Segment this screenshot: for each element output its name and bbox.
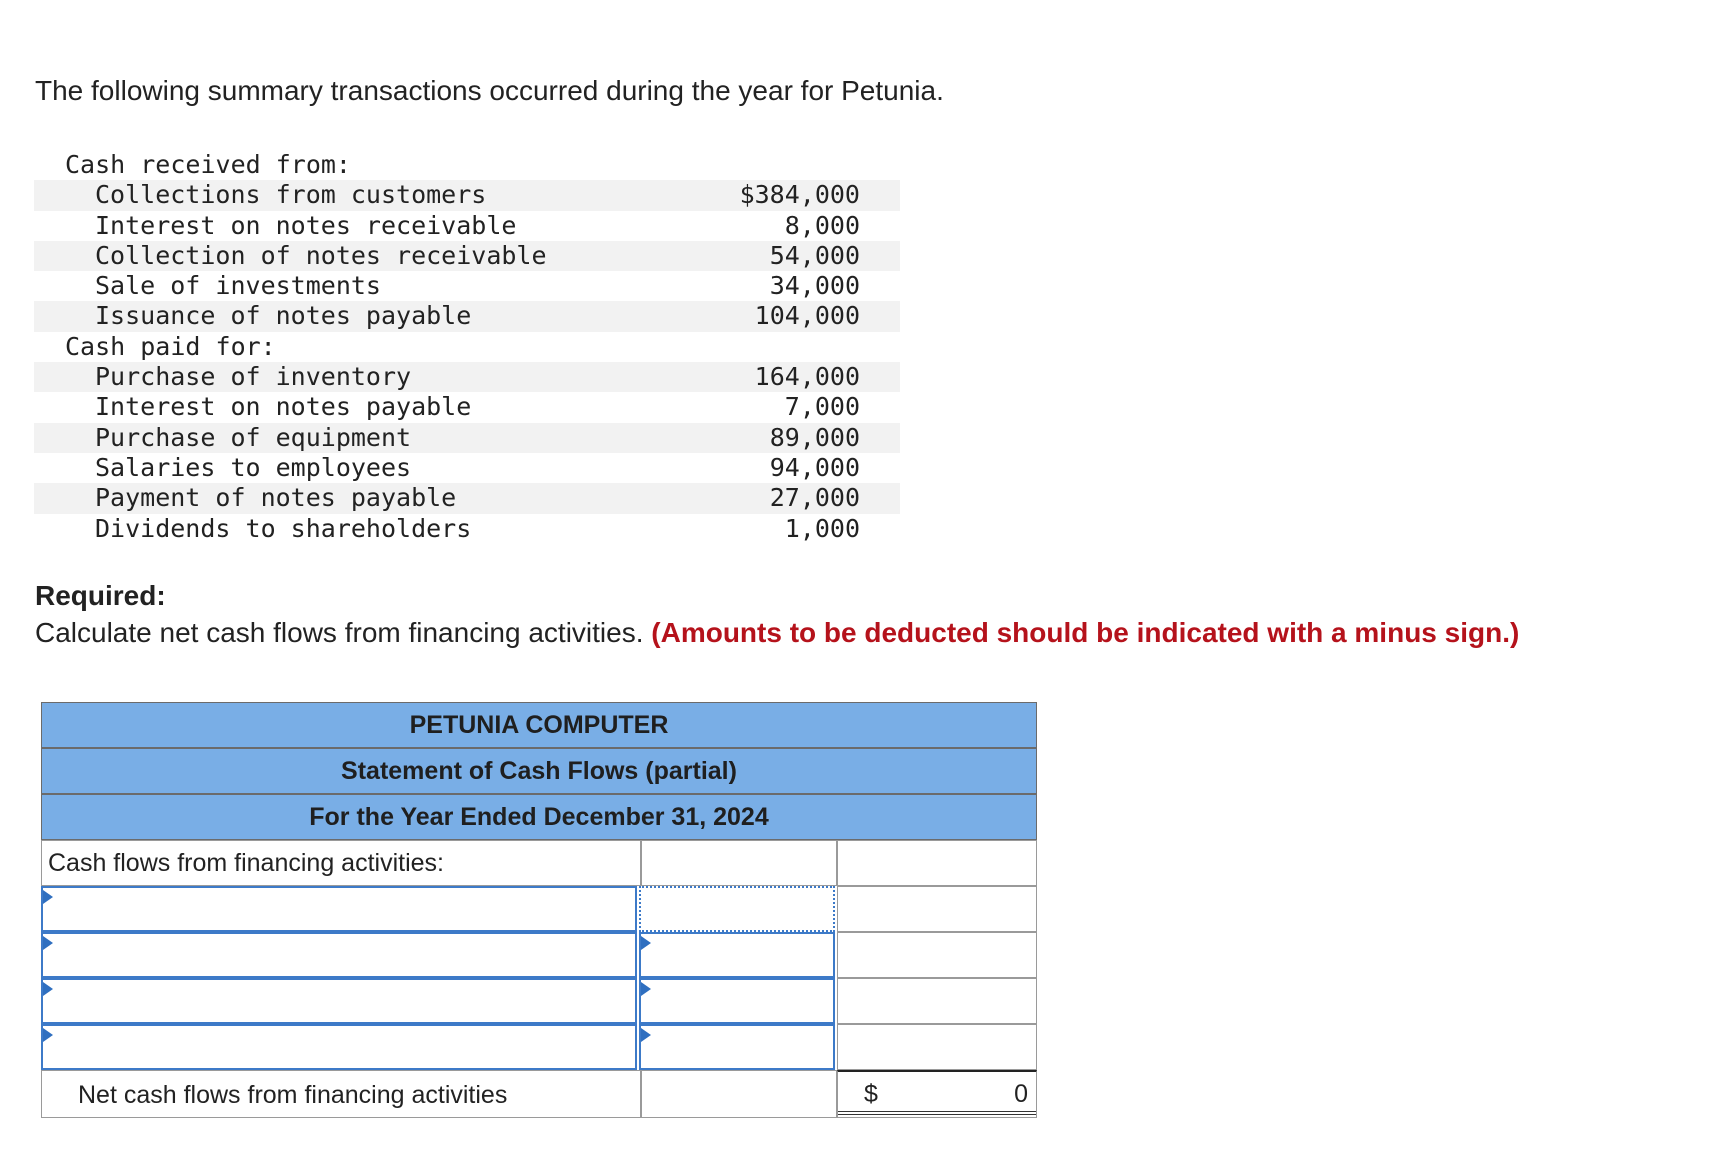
transaction-amount: 7,000 (784, 392, 860, 422)
empty-cell (641, 840, 837, 886)
statement-company: PETUNIA COMPUTER (41, 702, 1037, 748)
net-cash-flows-label: Net cash flows from financing activities (78, 1081, 508, 1109)
activity-label-field[interactable] (43, 934, 635, 976)
dropdown-arrow-icon (641, 982, 651, 996)
activity-amount-field[interactable] (641, 888, 833, 930)
activity-label-input-3[interactable] (41, 978, 637, 1024)
activity-label-input-2[interactable] (41, 932, 637, 978)
empty-cell (641, 1070, 837, 1118)
transaction-amount: $384,000 (739, 180, 860, 210)
required-text: Calculate net cash flows from financing activities. (35, 617, 644, 648)
activity-amount-field[interactable] (641, 1026, 833, 1068)
activity-label-input-4[interactable] (41, 1024, 637, 1070)
transaction-amount: 89,000 (769, 422, 860, 452)
received-header-row (34, 150, 900, 180)
dropdown-arrow-icon (641, 936, 651, 950)
paid-header: Cash paid for: (65, 331, 276, 361)
empty-cell (837, 932, 1037, 978)
transaction-row (34, 483, 900, 513)
dropdown-arrow-icon (43, 890, 53, 904)
transaction-label: Salaries to employees (95, 452, 412, 482)
transaction-label: Purchase of equipment (95, 422, 412, 452)
transaction-amount: 94,000 (769, 452, 860, 482)
empty-cell (837, 1024, 1037, 1070)
net-total-value: 0 (1014, 1080, 1028, 1108)
activity-label-field[interactable] (43, 888, 635, 930)
transaction-label: Interest on notes payable (95, 392, 472, 422)
paid-header-row (34, 332, 900, 362)
activity-amount-input-3[interactable] (639, 978, 835, 1024)
transaction-label: Purchase of inventory (95, 362, 412, 392)
transaction-row (34, 241, 900, 271)
transaction-amount: 164,000 (754, 362, 860, 392)
activity-label-input-1[interactable] (41, 886, 637, 932)
section-label: Cash flows from financing activities: (48, 849, 444, 877)
transaction-amount: 54,000 (769, 240, 860, 270)
transaction-row (34, 180, 900, 210)
transaction-row (34, 362, 900, 392)
required-instructions (35, 617, 1519, 649)
activity-amount-input-4[interactable] (639, 1024, 835, 1070)
transaction-label: Dividends to shareholders (95, 513, 472, 543)
required-note: (Amounts to be deducted should be indicated with a minus sign.) (651, 617, 1520, 648)
transaction-row (34, 423, 900, 453)
received-header: Cash received from: (65, 150, 351, 179)
currency-symbol: $ (864, 1080, 878, 1108)
transaction-label: Interest on notes receivable (95, 210, 517, 240)
transaction-row (34, 271, 900, 301)
transaction-row (34, 211, 900, 241)
empty-cell (837, 886, 1037, 932)
dropdown-arrow-icon (43, 936, 53, 950)
transaction-label: Sale of investments (95, 271, 381, 301)
double-underline (838, 1111, 1036, 1115)
transaction-amount: 34,000 (769, 271, 860, 301)
problem-intro: The following summary transactions occurred during the year for Petunia. (35, 75, 944, 106)
activity-amount-input-1[interactable] (639, 886, 835, 932)
transaction-row (34, 301, 900, 331)
transaction-amount: 27,000 (769, 483, 860, 513)
empty-cell (837, 978, 1037, 1024)
required-heading: Required: (35, 580, 166, 611)
dropdown-arrow-icon (43, 1028, 53, 1042)
transaction-amount: 1,000 (784, 513, 860, 543)
empty-cell (837, 840, 1037, 886)
activity-amount-input-2[interactable] (639, 932, 835, 978)
transaction-row (34, 514, 900, 544)
dropdown-arrow-icon (43, 982, 53, 996)
transaction-row (34, 453, 900, 483)
activity-amount-field[interactable] (641, 934, 833, 976)
dropdown-arrow-icon (641, 1028, 651, 1042)
cash-flow-statement (41, 702, 1037, 1120)
activity-amount-field[interactable] (641, 980, 833, 1022)
statement-period: For the Year Ended December 31, 2024 (41, 794, 1037, 840)
activity-label-field[interactable] (43, 980, 635, 1022)
statement-title: Statement of Cash Flows (partial) (41, 748, 1037, 794)
transactions-table (34, 150, 900, 544)
net-label-cell (41, 1070, 641, 1118)
transaction-amount: 8,000 (784, 210, 860, 240)
section-label-cell (41, 840, 641, 886)
transaction-label: Collections from customers (95, 180, 487, 210)
net-total-cell (837, 1070, 1037, 1118)
activity-label-field[interactable] (43, 1026, 635, 1068)
transaction-row (34, 392, 900, 422)
transaction-amount: 104,000 (754, 301, 860, 331)
transaction-label: Issuance of notes payable (95, 301, 472, 331)
transaction-label: Payment of notes payable (95, 483, 457, 513)
transaction-label: Collection of notes receivable (95, 240, 547, 270)
